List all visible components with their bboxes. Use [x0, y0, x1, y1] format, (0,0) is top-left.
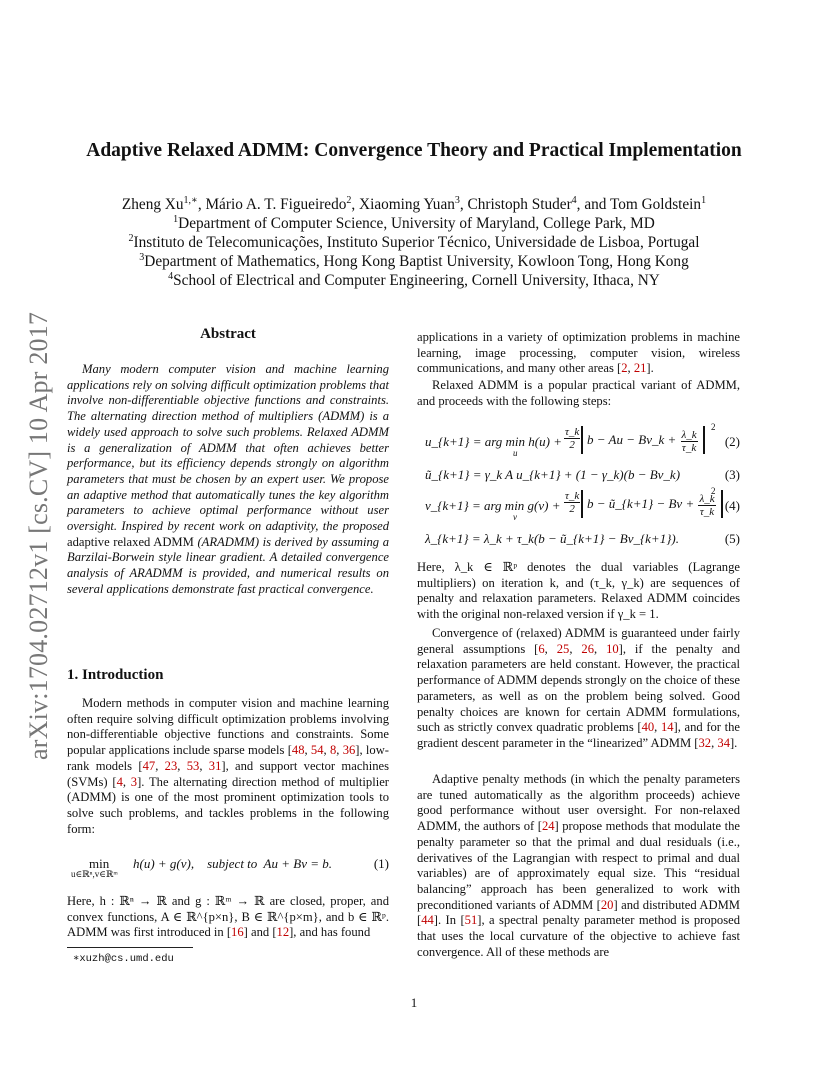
- intro-paragraph: Modern methods in computer vision and machine learning often require solving difficult optimization problems involving non-differentiable objective functions and constraints. Some popular applications include sparse models [48, 54, 8, 36], low-rank models [47, 23, 53, 31], and support vector machines (SVMs) [4, 3]. The alternating direction method of multiplier (ADMM) is one of the most prominent optimization tools to solve such problems, and tackles problems in the following form:: [67, 696, 389, 836]
- aff-text: Department of Mathematics, Hong Kong Baptist University, Kowloon Tong, Hong Kong: [144, 253, 689, 270]
- footnote-email[interactable]: ∗xuzh@cs.umd.edu: [73, 953, 174, 965]
- equation-1: [67, 856, 389, 886]
- citation-link[interactable]: 26: [581, 641, 594, 656]
- aff-sup: 3: [139, 252, 145, 263]
- author-sup: 3: [454, 195, 460, 206]
- intro-paragraph-2: Here, h : ℝⁿ → ℝ and g : ℝᵐ → ℝ are closed, proper, and convex functions, A ∈ ℝ^{p×n}, B ∈ ℝ^{p×m}, and b ∈ ℝᵖ. ADMM was first introduced in [16] and [12], and has found: [67, 894, 389, 940]
- citation-link[interactable]: 36: [342, 743, 356, 758]
- aff-text: Instituto de Telecomunicações, Instituto Superior Técnico, Universidade de Lisboa, Portugal: [133, 234, 700, 251]
- author-sup: 1: [701, 195, 707, 206]
- author-name: Zheng Xu: [121, 196, 184, 213]
- right-paragraph: Adaptive penalty methods (in which the penalty parameters are tuned automatically as the algorithm proceeds) achieve good performance without user oversight. For non-relaxed ADMM, the authors of [24] propose methods that modulate the penalty parameter so that the primal and dual residuals (i.e., derivatives of the Lagrangian with respect to primal and dual variables) are of approximately equal size. This “residual balancing” approach has been generalized to work with preconditioned variants of ADMM [20] and distributed ADMM [44]. In [51], a spectral penalty parameter method is proposed that uses the local curvature of the objective to achieve fast convergence. All of these methods are: [417, 772, 740, 959]
- author-line: [0, 195, 828, 215]
- citation-link[interactable]: 23: [164, 758, 178, 773]
- citation-link[interactable]: 31: [208, 758, 222, 773]
- author-name: , Christoph Studer: [459, 196, 572, 213]
- author-sup: 2: [346, 195, 352, 206]
- affiliation: [0, 252, 828, 272]
- abstract-body: Many modern computer vision and machine learning applications rely on solving difficult optimization problems that involve non-differentiable objective functions and constraints. The alternating direction method of multipliers (ADMM) is a widely used approach to solve such problems. Relaxed ADMM is a generalization of ADMM that often achieves better performance, but its efficiency depends strongly on algorithm parameters that must be chosen by an expert user. We propose an adaptive method that automatically tunes the key algorithm parameters to achieve optimal performance without user oversight. Inspired by recent work on adaptivity, the proposed adaptive relaxed ADMM (ARADMM) is derived by assuming a Barzilai-Borwein style linear gradient. A detailed convergence analysis of ARADMM is provided, and numerical results on several applications demonstrate fast practical convergence.: [67, 362, 390, 596]
- author-sup: 4: [571, 195, 577, 206]
- author-name: , and Tom Goldstein: [576, 196, 702, 213]
- right-paragraph: Convergence of (relaxed) ADMM is guaranteed under fairly general assumptions [6, 25, 26, 10], if the penalty and relaxation parameters are held constant. However, the practical performance of ADMM depends strongly on the choice of these parameters, as well as on the problem being solved. Good penalty choices are known for certain ADMM formulations, such as strictly convex quadratic problems [40, 14], and for the gradient descent parameter in the “linearized” ADMM [32, 34].: [417, 626, 741, 750]
- citation-link[interactable]: 44: [421, 913, 434, 928]
- citation-link[interactable]: 32: [698, 735, 712, 750]
- citation-link[interactable]: 3: [130, 774, 138, 789]
- affiliation: [0, 233, 828, 253]
- citation-link[interactable]: 14: [660, 720, 674, 735]
- right-paragraph: applications in a variety of optimization problems in machine learning, image processing, computer vision, wireless communications, and many other areas [2, 21].: [417, 330, 740, 376]
- citation-link[interactable]: 34: [717, 735, 730, 750]
- author-name: , Mário A. T. Figueiredo: [197, 196, 347, 213]
- citation-link[interactable]: 24: [541, 819, 555, 834]
- citation-link[interactable]: 21: [633, 361, 647, 376]
- citation-link[interactable]: 2: [621, 361, 628, 376]
- eq-body: h(u) + g(v), subject to Au + Bv = b.: [133, 856, 333, 871]
- citation-link[interactable]: 40: [641, 720, 655, 735]
- citation-link[interactable]: 4: [116, 774, 123, 789]
- citation-link[interactable]: 48: [291, 743, 305, 758]
- author-sup: 1,∗: [183, 195, 198, 206]
- equation-2: u_{k+1} = arg min h(u) + u $\frac{\tau\_k}{2}$ b − Au − Bv_k + $\frac{\lambda\_k}{\tau\_k}$ 2 (2): [425, 422, 740, 458]
- citation-link[interactable]: 54: [310, 743, 324, 758]
- right-paragraph: Relaxed ADMM is a popular practical variant of ADMM, and proceeds with the following steps:: [417, 378, 740, 408]
- aff-sup: 2: [128, 233, 134, 244]
- paper-title: Adaptive Relaxed ADMM: Convergence Theory and Practical Implementation: [86, 140, 742, 161]
- intro-heading: 1. Introduction: [67, 667, 164, 683]
- page-number: 1: [410, 995, 418, 1010]
- aff-sup: 4: [168, 271, 174, 282]
- citation-link[interactable]: 53: [186, 758, 200, 773]
- aff-text: Department of Computer Science, University of Maryland, College Park, MD: [178, 215, 655, 232]
- affiliation: [0, 214, 828, 234]
- aff-text: School of Electrical and Computer Engineering, Cornell University, Ithaca, NY: [173, 272, 660, 289]
- citation-link[interactable]: 10: [606, 641, 619, 656]
- eq-min: min: [89, 856, 110, 871]
- citation-link[interactable]: 47: [142, 758, 156, 773]
- citation-link[interactable]: 16: [231, 925, 244, 940]
- citation-link[interactable]: 25: [556, 641, 570, 656]
- citation-link[interactable]: 51: [464, 913, 478, 928]
- citation-link[interactable]: 20: [600, 897, 614, 912]
- citation-link[interactable]: 6: [538, 641, 545, 656]
- eq-number: (1): [373, 856, 389, 871]
- right-paragraph: Here, λ_k ∈ ℝᵖ denotes the dual variables (Lagrange multipliers) on iteration k, and (τ_k, γ_k) are sequences of penalty and relaxation parameters. Relaxed ADMM coincides with the original non-relaxed version if γ_k = 1.: [417, 560, 740, 622]
- abstract-heading: Abstract: [200, 326, 256, 342]
- aff-sup: 1: [173, 214, 179, 225]
- citation-link[interactable]: 12: [276, 925, 290, 940]
- affiliation: [0, 271, 828, 291]
- author-name: , Xiaoming Yuan: [351, 196, 455, 213]
- citation-link[interactable]: 8: [329, 743, 337, 758]
- arxiv-stamp: arXiv:1704.02712v1 [cs.CV] 10 Apr 2017: [24, 311, 53, 760]
- footnote-rule: [67, 947, 193, 948]
- eq-sub: u∈ℝⁿ,v∈ℝᵐ: [71, 869, 118, 879]
- equation-4: v_{k+1} = arg min g(v) + v $\frac{\tau\_k}{2}$ b − ũ_{k+1} − Bv + $\frac{\lambda\_k}{\tau\_k}$ 2 (4): [425, 486, 740, 522]
